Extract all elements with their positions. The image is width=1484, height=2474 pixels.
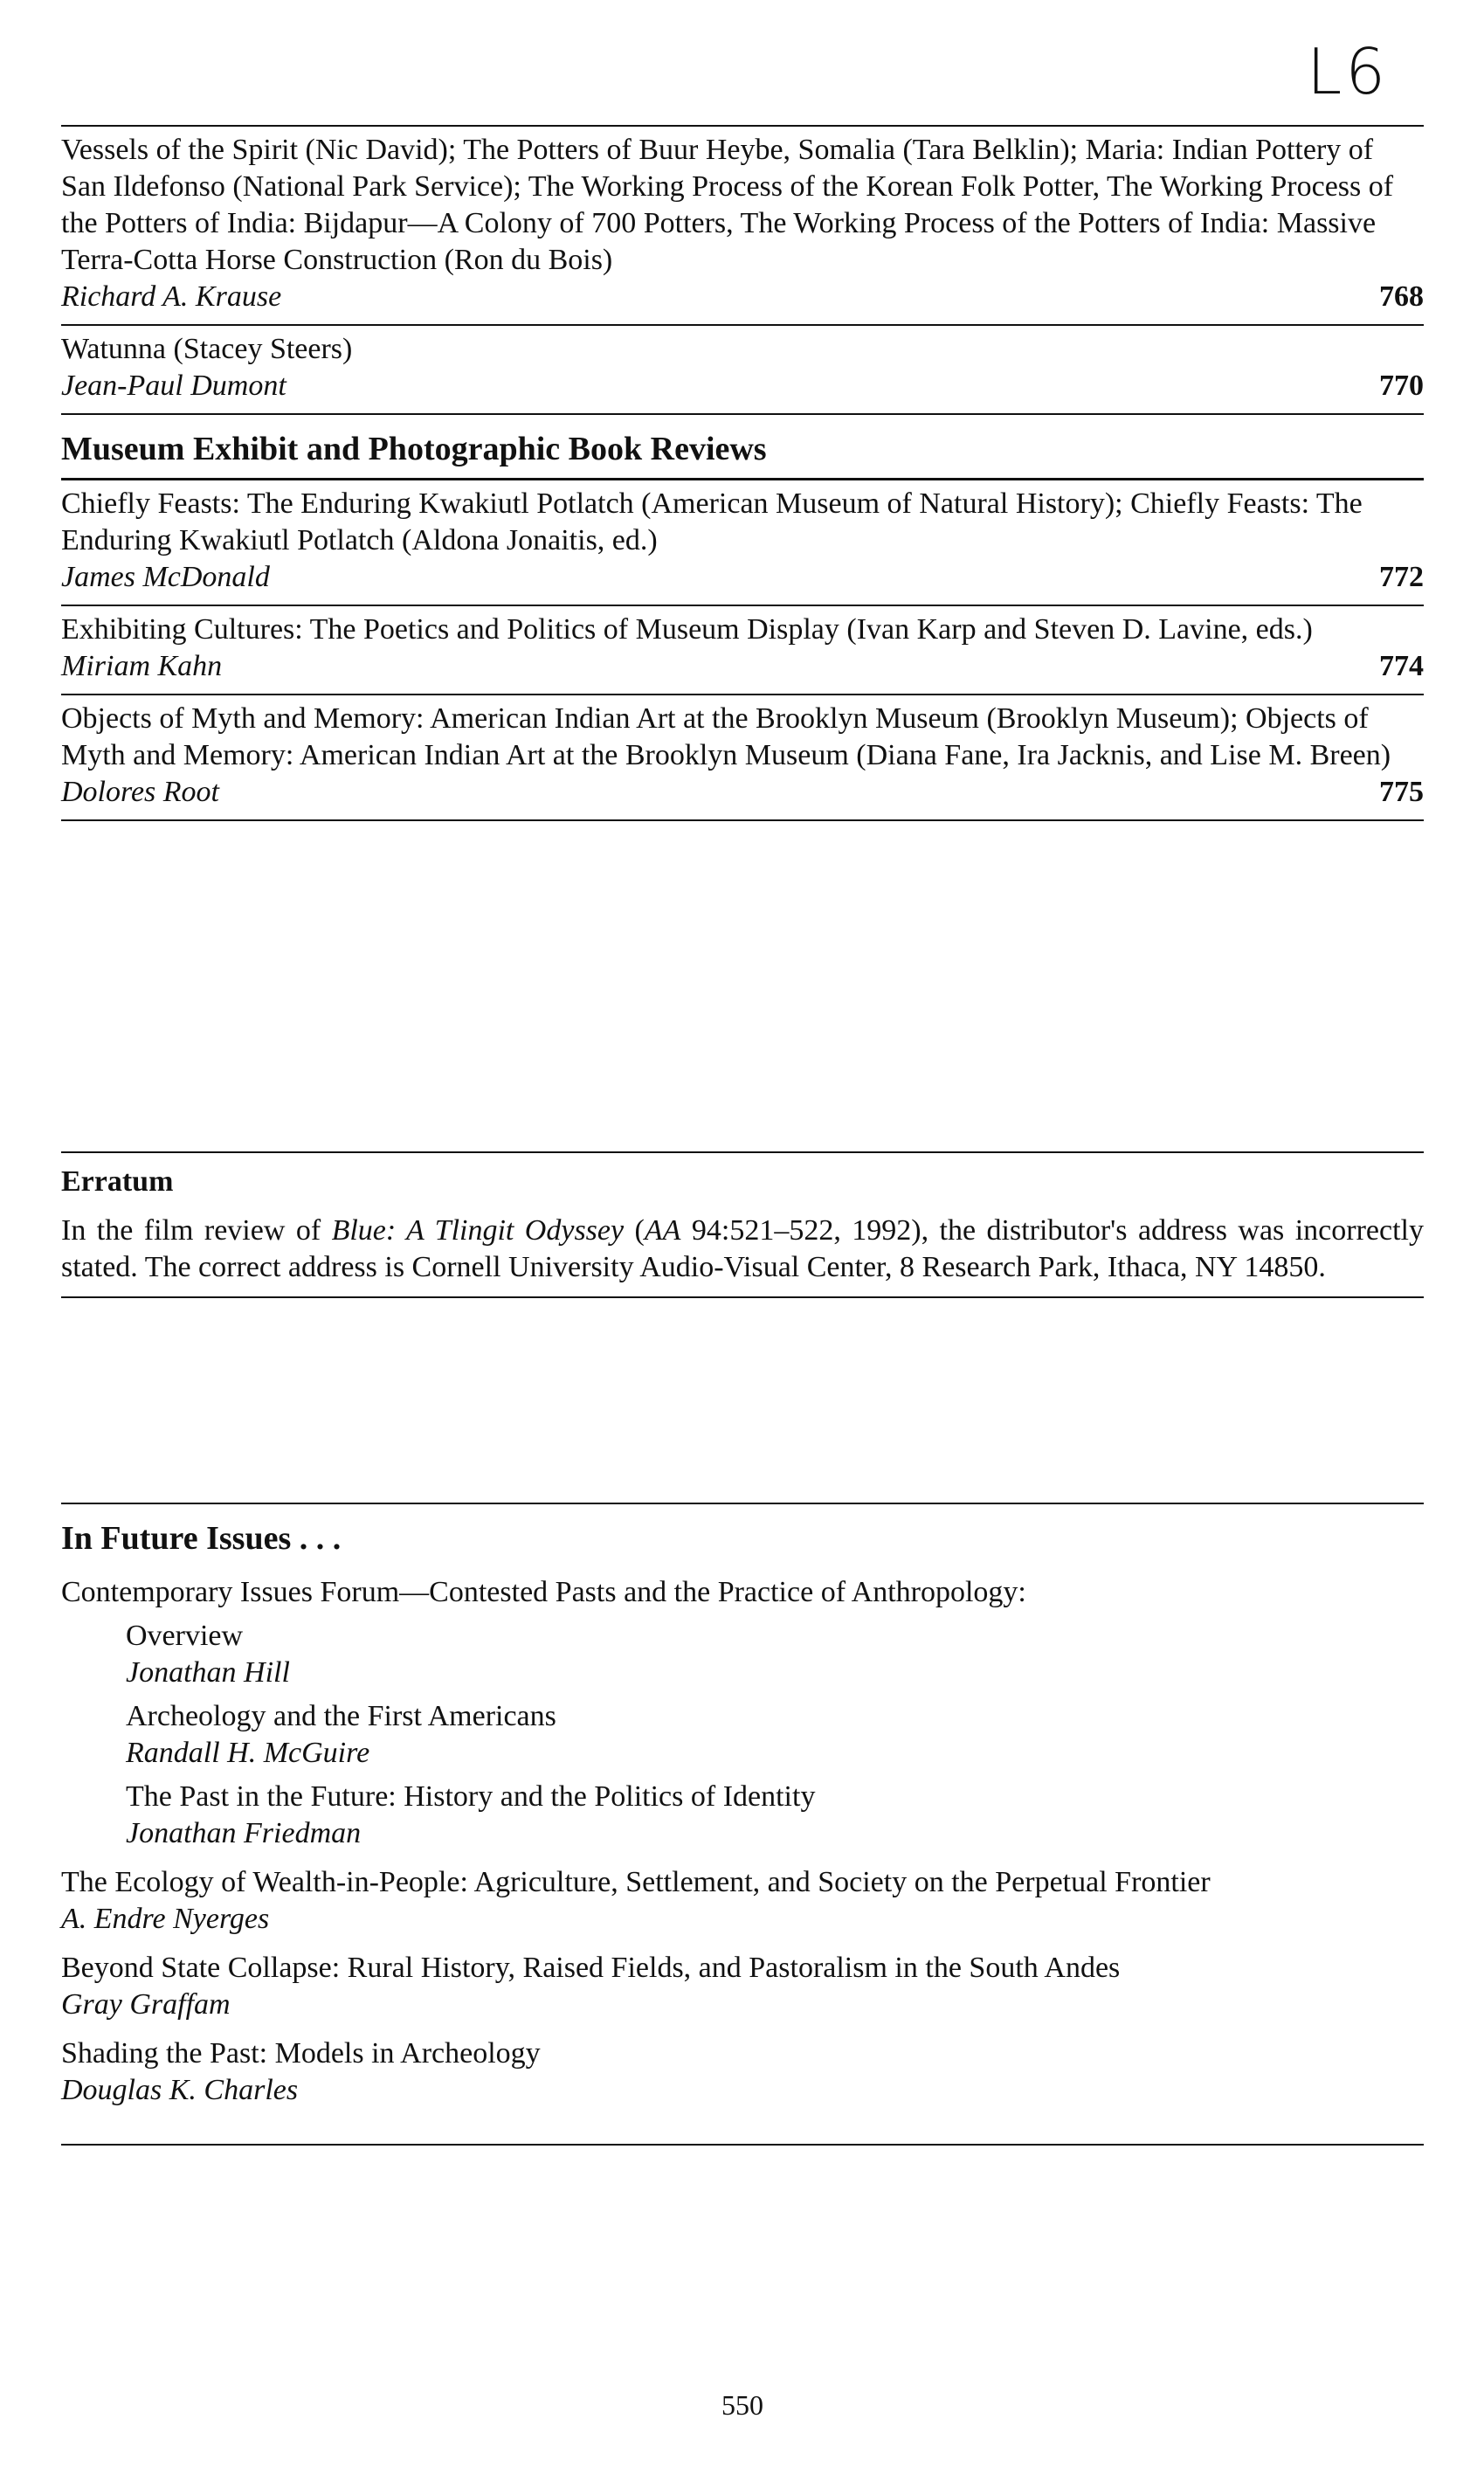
section-heading: Museum Exhibit and Photographic Book Reviews — [61, 431, 767, 467]
future-heading: In Future Issues . . . — [61, 1520, 342, 1557]
review-title: Exhibiting Cultures: The Poetics and Politics of Museum Display (Ivan Karp and Steven D. Lavine, eds.) — [61, 613, 1313, 646]
erratum-text — [61, 1206, 1424, 1296]
review-author-line — [61, 279, 1424, 315]
erratum-film-title: Blue: A Tlingit Odyssey — [331, 1214, 625, 1247]
erratum-text-part: 94:521–522, 1992), the distributor's address was incorrectly stated. The correct address is Cornell University Audio-Visual Center, 8 Research Park, Ithaca, NY 14850. — [61, 1214, 1424, 1283]
review-author-line — [61, 368, 1424, 404]
article-title: The Ecology of Wealth-in-People: Agriculture, Settlement, and Society on the Perpetual Frontier — [61, 1866, 1211, 1898]
article-author: A. Endre Nyerges — [61, 1903, 270, 1935]
review-title: Vessels of the Spirit (Nic David); The Potters of Buur Heybe, Somalia (Tara Belklin); Maria: Indian Pottery of San Ildefonso (National Park Service); The Working Process of the Korean Folk Potter, The Working Process of the Potters of India: Bijdapur—A Colony of 700 Potters, The Working Process of the Potters of India: Massive Terra-Cotta Horse Construction (Ron du Bois) — [61, 134, 1394, 276]
forum-title: Contemporary Issues Forum—Contested Pasts and the Practice of Anthropology: — [61, 1576, 1026, 1608]
future-issues-section — [61, 1503, 1424, 2146]
review-title: Objects of Myth and Memory: American Indian Art at the Brooklyn Museum (Brooklyn Museum); Objects of Myth and Memory: American Indian Art at the Brooklyn Museum (Diana Fane, Ira Jacknis, and Lise M. Breen) — [61, 702, 1391, 771]
review-entry — [61, 480, 1424, 605]
divider — [61, 1296, 1424, 1298]
review-title: Watunna (Stacey Steers) — [61, 333, 353, 365]
forum-item-author: Randall H. McGuire — [126, 1737, 370, 1769]
forum-item-title: Archeology and the First Americans — [126, 1700, 556, 1732]
review-author: Richard A. Krause — [61, 280, 282, 313]
article-item — [61, 2035, 1424, 2109]
forum-item-author: Jonathan Hill — [126, 1656, 290, 1689]
forum-item-title: Overview — [126, 1620, 244, 1652]
document-page — [61, 0, 1424, 2474]
article-item — [61, 1950, 1424, 2023]
article-title: Shading the Past: Models in Archeology — [61, 2037, 541, 2070]
article-author: Gray Graffam — [61, 1988, 231, 2021]
article-item — [61, 1864, 1424, 1938]
forum-item-title: The Past in the Future: History and the Politics of Identity — [126, 1780, 816, 1813]
erratum-journal: AA — [644, 1214, 681, 1247]
forum-item-author: Jonathan Friedman — [126, 1817, 362, 1849]
review-entry — [61, 127, 1424, 324]
handwritten-mark: L6 — [1307, 35, 1389, 108]
article-author: Douglas K. Charles — [61, 2074, 299, 2106]
review-page: 774 — [1379, 650, 1424, 682]
review-title: Chiefly Feasts: The Enduring Kwakiutl Potlatch (American Museum of Natural History); Chiefly Feasts: The Enduring Kwakiutl Potlatch (Aldona Jonaitis, ed.) — [61, 487, 1363, 556]
review-author: Miriam Kahn — [61, 650, 223, 682]
erratum-section — [61, 1151, 1424, 1298]
review-page: 772 — [1379, 561, 1424, 593]
forum-item — [61, 1618, 1424, 1691]
review-entry — [61, 695, 1424, 819]
review-author-line — [61, 559, 1424, 596]
review-author-line — [61, 774, 1424, 811]
forum-item — [61, 1698, 1424, 1772]
review-author: James McDonald — [61, 561, 270, 593]
review-entry — [61, 326, 1424, 413]
erratum-text-part: ( — [624, 1214, 645, 1247]
review-page: 770 — [1379, 370, 1424, 402]
forum-item — [61, 1779, 1424, 1852]
review-entry — [61, 606, 1424, 694]
page-number: 550 — [721, 2389, 763, 2421]
film-reviews — [61, 125, 1424, 821]
review-author-line — [61, 648, 1424, 685]
review-author: Dolores Root — [61, 776, 220, 808]
divider — [61, 819, 1424, 821]
review-author: Jean-Paul Dumont — [61, 370, 286, 402]
article-title: Beyond State Collapse: Rural History, Raised Fields, and Pastoralism in the South Andes — [61, 1952, 1121, 1984]
erratum-text-part: In the film review of — [61, 1214, 332, 1247]
review-page: 775 — [1379, 776, 1424, 808]
divider — [61, 2144, 1424, 2146]
review-page: 768 — [1379, 280, 1424, 313]
erratum-heading: Erratum — [61, 1165, 174, 1198]
